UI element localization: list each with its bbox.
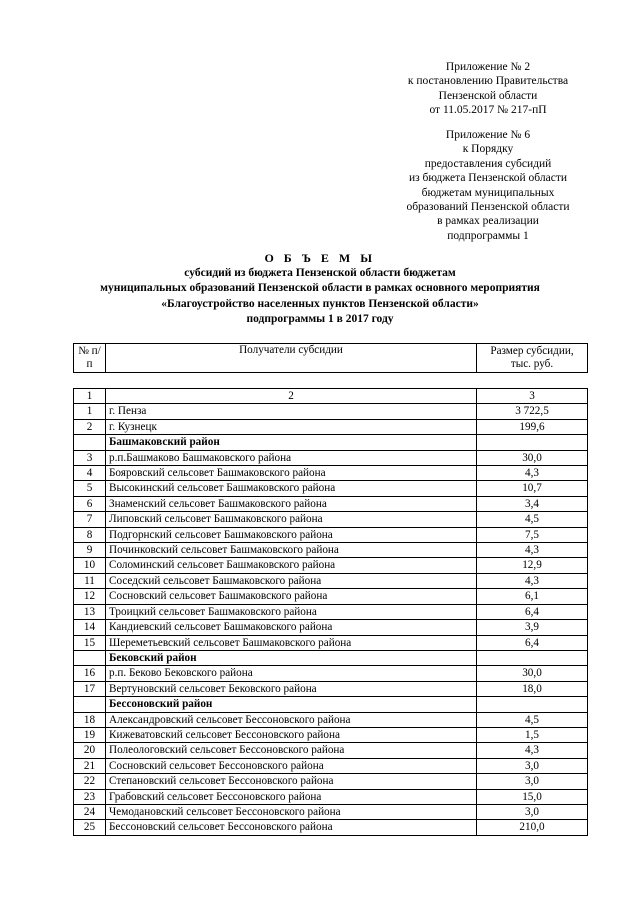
recipient-name-cell: Липовский сельсовет Башмаковского района [106, 512, 477, 527]
table-row [74, 496, 588, 511]
header-line: Приложение № 6 [445, 129, 531, 141]
table-row [74, 789, 588, 804]
amount-cell: 18,0 [477, 681, 588, 696]
number-cell: 17 [74, 681, 106, 696]
recipient-name-cell: Бессоновский сельсовет Бессоновского района [106, 820, 477, 835]
recipient-name-cell: Подгорнский сельсовет Башмаковского района [106, 527, 477, 542]
number-cell: 7 [74, 512, 106, 527]
table-row [74, 666, 588, 681]
amount-cell [477, 650, 588, 665]
number-cell: 23 [74, 789, 106, 804]
header-line: к постановлению Правительства [407, 75, 569, 88]
subsidy-table [73, 388, 588, 836]
header-line: образований Пензенской области [406, 201, 570, 214]
index-cell: 3 [477, 389, 588, 404]
number-cell: 24 [74, 804, 106, 819]
number-cell: 1 [74, 404, 106, 419]
recipient-name-cell: Шереметьевский сельсовет Башмаковского района [106, 635, 477, 650]
number-cell: 6 [74, 496, 106, 511]
amount-cell: 4,5 [477, 512, 588, 527]
district-name-cell: Бековский район [106, 650, 477, 665]
recipient-name-cell: Кижеватовский сельсовет Бессоновского района [106, 727, 477, 742]
amount-cell: 4,3 [477, 466, 588, 481]
table-row [74, 527, 588, 542]
title-line: подпрограммы 1 в 2017 году [246, 312, 394, 325]
number-cell: 8 [74, 527, 106, 542]
amount-cell: 199,6 [477, 419, 588, 434]
recipient-name-cell: Полеологовский сельсовет Бессоновского района [106, 743, 477, 758]
amount-cell: 3,0 [477, 774, 588, 789]
recipient-name-cell: Соломинский сельсовет Башмаковского района [106, 558, 477, 573]
recipient-name-cell: Починковский сельсовет Башмаковского района [106, 543, 477, 558]
table-row [74, 450, 588, 465]
number-cell: 21 [74, 758, 106, 773]
district-row [74, 697, 588, 712]
number-cell: 18 [74, 712, 106, 727]
number-cell: 4 [74, 466, 106, 481]
amount-cell [477, 697, 588, 712]
table-row [74, 604, 588, 619]
amount-cell: 6,4 [477, 604, 588, 619]
recipient-name-cell: г. Кузнецк [106, 419, 477, 434]
number-cell: 13 [74, 604, 106, 619]
table-row [74, 681, 588, 696]
number-cell: 19 [74, 727, 106, 742]
district-row [74, 435, 588, 450]
number-cell: 25 [74, 820, 106, 835]
header-line: подпрограммы 1 [447, 229, 529, 242]
amount-cell: 12,9 [477, 558, 588, 573]
table-row [74, 804, 588, 819]
table-row [74, 481, 588, 496]
recipient-name-cell: Бояровский сельсовет Башмаковского района [106, 466, 477, 481]
recipient-name-cell: Александровский сельсовет Бессоновского района [106, 712, 477, 727]
amount-cell: 4,3 [477, 543, 588, 558]
column-header-amount: Размер субсидии, тыс. руб. [477, 344, 588, 373]
district-name-cell: Бессоновский район [106, 697, 477, 712]
amount-cell: 4,3 [477, 573, 588, 588]
number-cell: 11 [74, 573, 106, 588]
recipient-name-cell: Грабовский сельсовет Бессоновского района [106, 789, 477, 804]
table-row [74, 820, 588, 835]
district-name-cell: Башмаковский район [106, 435, 477, 450]
table-row [74, 404, 588, 419]
header-line: к Порядку [462, 143, 514, 156]
recipient-name-cell: Знаменский сельсовет Башмаковского района [106, 496, 477, 511]
number-cell: 10 [74, 558, 106, 573]
table-header [73, 343, 588, 373]
amount-cell: 1,5 [477, 727, 588, 742]
header-line: из бюджета Пензенской области [408, 172, 568, 185]
table-row [74, 466, 588, 481]
amount-cell: 6,4 [477, 635, 588, 650]
number-cell [74, 697, 106, 712]
table-row [74, 774, 588, 789]
appendix-2-header [388, 60, 588, 118]
index-cell: 2 [106, 389, 477, 404]
recipient-name-cell: Троицкий сельсовет Башмаковского района [106, 604, 477, 619]
document-title [40, 251, 600, 327]
number-cell: 16 [74, 666, 106, 681]
header-line: Пензенской области [438, 89, 538, 102]
amount-cell: 3,9 [477, 620, 588, 635]
table-row [74, 543, 588, 558]
recipient-name-cell: Кандиевский сельсовет Башмаковского района [106, 620, 477, 635]
amount-cell: 210,0 [477, 820, 588, 835]
number-cell [74, 435, 106, 450]
amount-cell: 30,0 [477, 450, 588, 465]
amount-cell: 7,5 [477, 527, 588, 542]
number-cell: 15 [74, 635, 106, 650]
table-row [74, 743, 588, 758]
recipient-name-cell: Сосновский сельсовет Бессоновского района [106, 758, 477, 773]
district-row [74, 650, 588, 665]
amount-cell: 10,7 [477, 481, 588, 496]
title-line: «Благоустройство населенных пунктов Пензенской области» [161, 297, 479, 310]
table-row [74, 758, 588, 773]
amount-cell: 30,0 [477, 666, 588, 681]
amount-cell: 3,0 [477, 804, 588, 819]
recipient-name-cell: р.п.Башмаково Башмаковского района [106, 450, 477, 465]
header-line: от 11.05.2017 № 217-пП [429, 104, 547, 117]
table-row [74, 727, 588, 742]
title-line: О Б Ъ Е М Ы [264, 251, 376, 265]
table-row [74, 512, 588, 527]
amount-cell: 3,4 [477, 496, 588, 511]
index-row [74, 389, 588, 404]
amount-cell: 15,0 [477, 789, 588, 804]
amount-cell: 4,5 [477, 712, 588, 727]
amount-cell: 6,1 [477, 589, 588, 604]
number-cell: 12 [74, 589, 106, 604]
amount-cell: 4,3 [477, 743, 588, 758]
title-line: муниципальных образований Пензенской области в рамках основного мероприятия [100, 282, 540, 295]
amount-cell [477, 435, 588, 450]
recipient-name-cell: Вертуновский сельсовет Бековского района [106, 681, 477, 696]
subsidy-table-body [74, 389, 588, 836]
table-header-row [74, 344, 588, 373]
column-header-recipient: Получатели субсидии [106, 344, 477, 373]
recipient-name-cell: Соседский сельсовет Башмаковского района [106, 573, 477, 588]
column-header-number: № п/п [74, 344, 106, 373]
amount-cell: 3 722,5 [477, 404, 588, 419]
table-row [74, 573, 588, 588]
recipient-name-cell: Высокинский сельсовет Башмаковского района [106, 481, 477, 496]
header-line: бюджетам муниципальных [421, 186, 555, 199]
table-row [74, 589, 588, 604]
recipient-name-cell: г. Пенза [106, 404, 477, 419]
recipient-name-cell: Степановский сельсовет Бессоновского района [106, 774, 477, 789]
number-cell: 5 [74, 481, 106, 496]
number-cell [74, 650, 106, 665]
recipient-name-cell: Сосновский сельсовет Башмаковского района [106, 589, 477, 604]
header-line: в рамках реализации [437, 215, 539, 228]
number-cell: 9 [74, 543, 106, 558]
table-row [74, 558, 588, 573]
appendix-6-header [388, 128, 588, 243]
title-line: субсидий из бюджета Пензенской области бюджетам [184, 267, 456, 280]
table-row [74, 620, 588, 635]
table-row [74, 712, 588, 727]
index-cell: 1 [74, 389, 106, 404]
table-row [74, 635, 588, 650]
recipient-name-cell: р.п. Беково Бековского района [106, 666, 477, 681]
number-cell: 3 [74, 450, 106, 465]
number-cell: 20 [74, 743, 106, 758]
number-cell: 22 [74, 774, 106, 789]
header-line: Приложение № 2 [445, 61, 531, 73]
amount-cell: 3,0 [477, 758, 588, 773]
number-cell: 2 [74, 419, 106, 434]
recipient-name-cell: Чемодановский сельсовет Бессоновского района [106, 804, 477, 819]
header-line: предоставления субсидий [424, 157, 552, 170]
number-cell: 14 [74, 620, 106, 635]
table-row [74, 419, 588, 434]
